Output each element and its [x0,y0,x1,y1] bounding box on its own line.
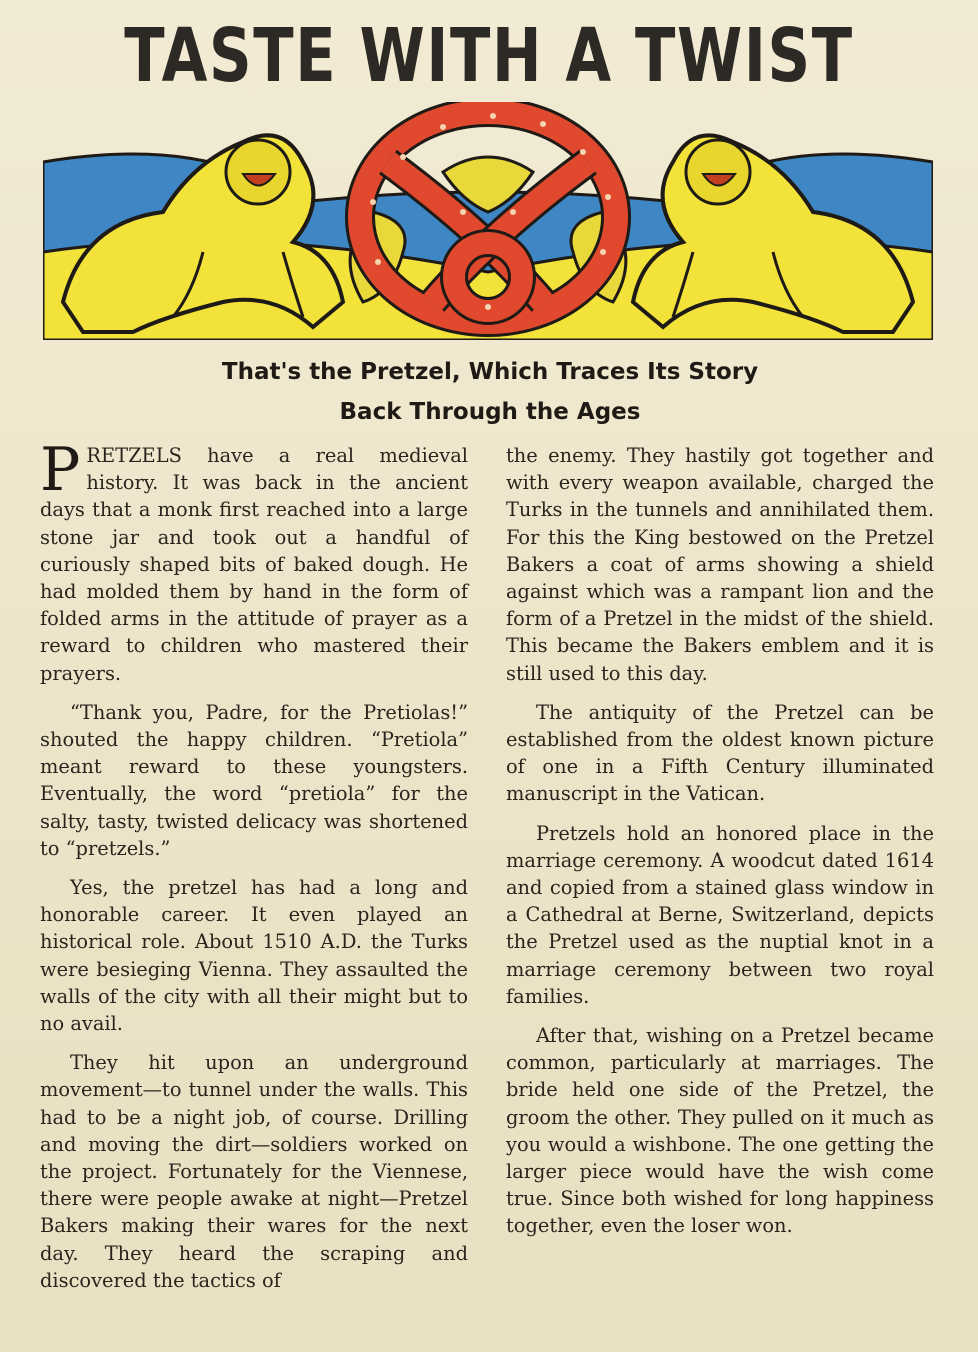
banner-illustration [43,102,933,340]
article-subtitle-line1: That's the Pretzel, Which Traces Its Story [221,359,759,385]
drop-cap: P [40,435,81,505]
article-subtitle-line2: Back Through the Ages [339,399,641,425]
paragraph: Yes, the pretzel has had a long and honorable career. It even played an historical role. About 1510 A.D. the Turks were besieging Vienna. They assaulted the walls of the city with all their might but to no avail. [40,876,468,1036]
right-column [506,442,934,1252]
paragraph: They hit upon an underground movement—to tunnel under the walls. This had to be a night job, of course. Drilling and moving the dirt—soldiers worked on the project. Fortunately for the Viennese, there were people awake at night—Pretzel Bakers making their wares for the next day. They heard the scraping and discovered the tactics of [40,1051,468,1292]
paragraph: “Thank you, Padre, for the Pretiolas!” shouted the happy children. “Pretiola” meant reward to these youngsters. Eventually, the word “pretiola” for the salty, tasty, twisted delicacy was shortened to “pretzels.” [40,700,468,860]
paragraph: The antiquity of the Pretzel can be established from the oldest known picture of one in a Fifth Century illuminated manuscript in the Vatican. [506,700,934,806]
paragraph [40,435,468,687]
pretzel-lions-banner [43,102,933,340]
left-column [40,435,468,1306]
paragraph: After that, wishing on a Pretzel became common, particularly at marriages. The bride held one side of the Pretzel, the groom the other. They pulled on it much as you would a wishbone. The one getting the larger piece would have the wish come true. Since both wished for long happiness together, even the loser won. [506,1024,934,1238]
paragraph-text: RETZELS have a real medieval history. It was back in the ancient days that a monk first reached into a large stone jar and took out a handful of curiously shaped bits of baked dough. He had molded them by hand in the form of folded arms in the attitude of prayer as a reward to children who mastered their prayers. [40,444,468,685]
article-title: TASTE WITH A TWIST [124,13,854,99]
paragraph: Pretzels hold an honored place in the marriage ceremony. A woodcut dated 1614 and copied from a stained glass window in a Cathedral at Berne, Switzerland, depicts the Pretzel used as the nuptial knot in a marriage ceremony between two royal families. [506,821,934,1008]
paragraph: the enemy. They hastily got together and with every weapon available, charged the Turks in the tunnels and annihilated them. For this the King bestowed on the Pretzel Bakers a coat of arms showing a shield against which was a rampant lion and the form of a Pretzel in the midst of the shield. This became the Bakers emblem and it is still used to this day. [506,444,934,685]
